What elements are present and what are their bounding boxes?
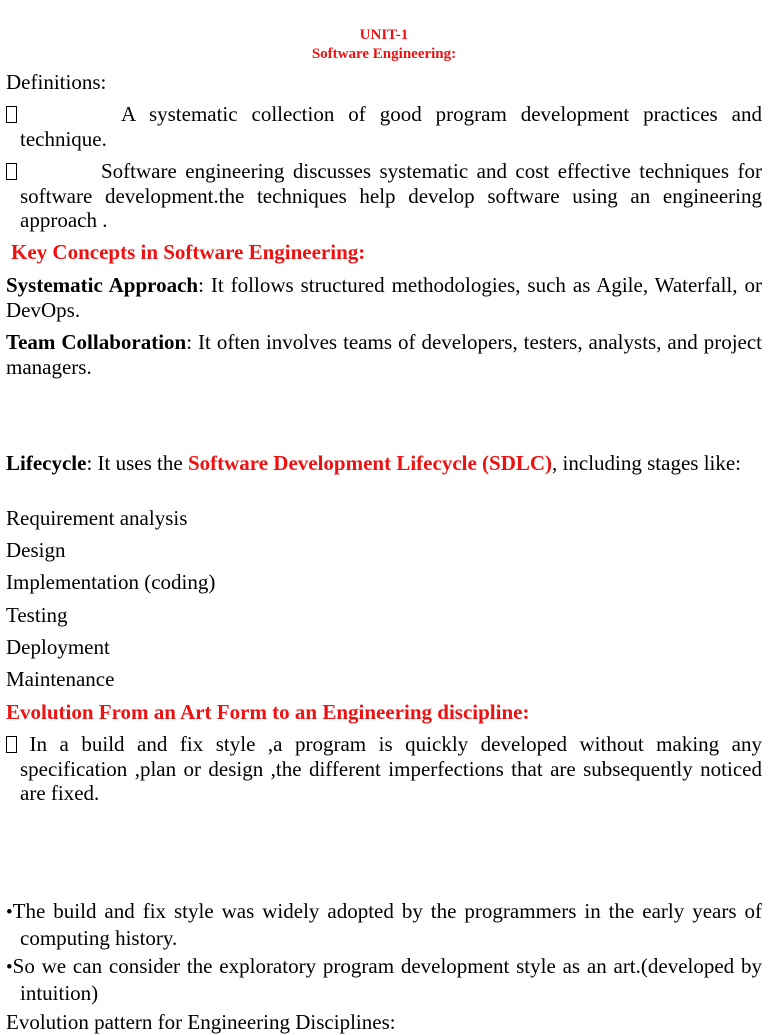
definitions-label: Definitions: — [6, 70, 107, 94]
bullet-box-icon — [6, 736, 17, 753]
concept-team-collaboration: Team Collaboration: It often involves teams of developers, testers, analysts, and project managers. — [6, 330, 763, 379]
evolution-bullet-2: •So we can consider the exploratory program development style as an art.(developed by intuition) — [6, 954, 762, 1005]
concept-systematic-approach: Systematic Approach: It follows structured methodologies, such as Agile, Waterfall, or DevOps. — [6, 273, 762, 322]
definition-item-2: Software engineering discusses systematic and cost effective techniques for software development.the techniques help develop software using an engineering approach . — [6, 159, 762, 233]
stage-item: Design — [6, 538, 66, 562]
stage-item: Implementation (coding) — [6, 570, 216, 594]
key-concepts-heading: Key Concepts in Software Engineering: — [11, 240, 366, 264]
stage-item: Testing — [6, 603, 68, 627]
unit-title: UNIT-1 — [359, 27, 409, 43]
evolution-paragraph: In a build and fix style ,a program is quickly developed without making any specification ,plan or design ,the different imperfections that are subsequently noticed are fixed. — [6, 732, 762, 806]
evolution-pattern-line: Evolution pattern for Engineering Disciplines: — [6, 1010, 396, 1034]
sdlc-highlight: Software Development Lifecycle (SDLC) — [187, 451, 553, 475]
subject-title: Software Engineering: — [311, 46, 457, 62]
definition-item-1: A systematic collection of good program development practices and technique. — [6, 102, 762, 151]
bullet-box-icon — [6, 106, 17, 123]
bullet-dot-icon: • — [6, 902, 13, 923]
bullet-dot-icon: • — [6, 957, 13, 978]
evolution-bullet-1: •The build and fix style was widely adopted by the programmers in the early years of computing history. — [6, 899, 762, 950]
stage-item: Requirement analysis — [6, 506, 188, 530]
stage-item: Deployment — [6, 635, 110, 659]
evolution-heading: Evolution From an Art Form to an Engineering discipline: — [6, 700, 530, 724]
stage-item: Maintenance — [6, 667, 115, 691]
lifecycle-paragraph: Lifecycle: It uses the Software Development Lifecycle (SDLC), including stages like: — [6, 451, 742, 475]
bullet-box-icon — [6, 163, 17, 180]
